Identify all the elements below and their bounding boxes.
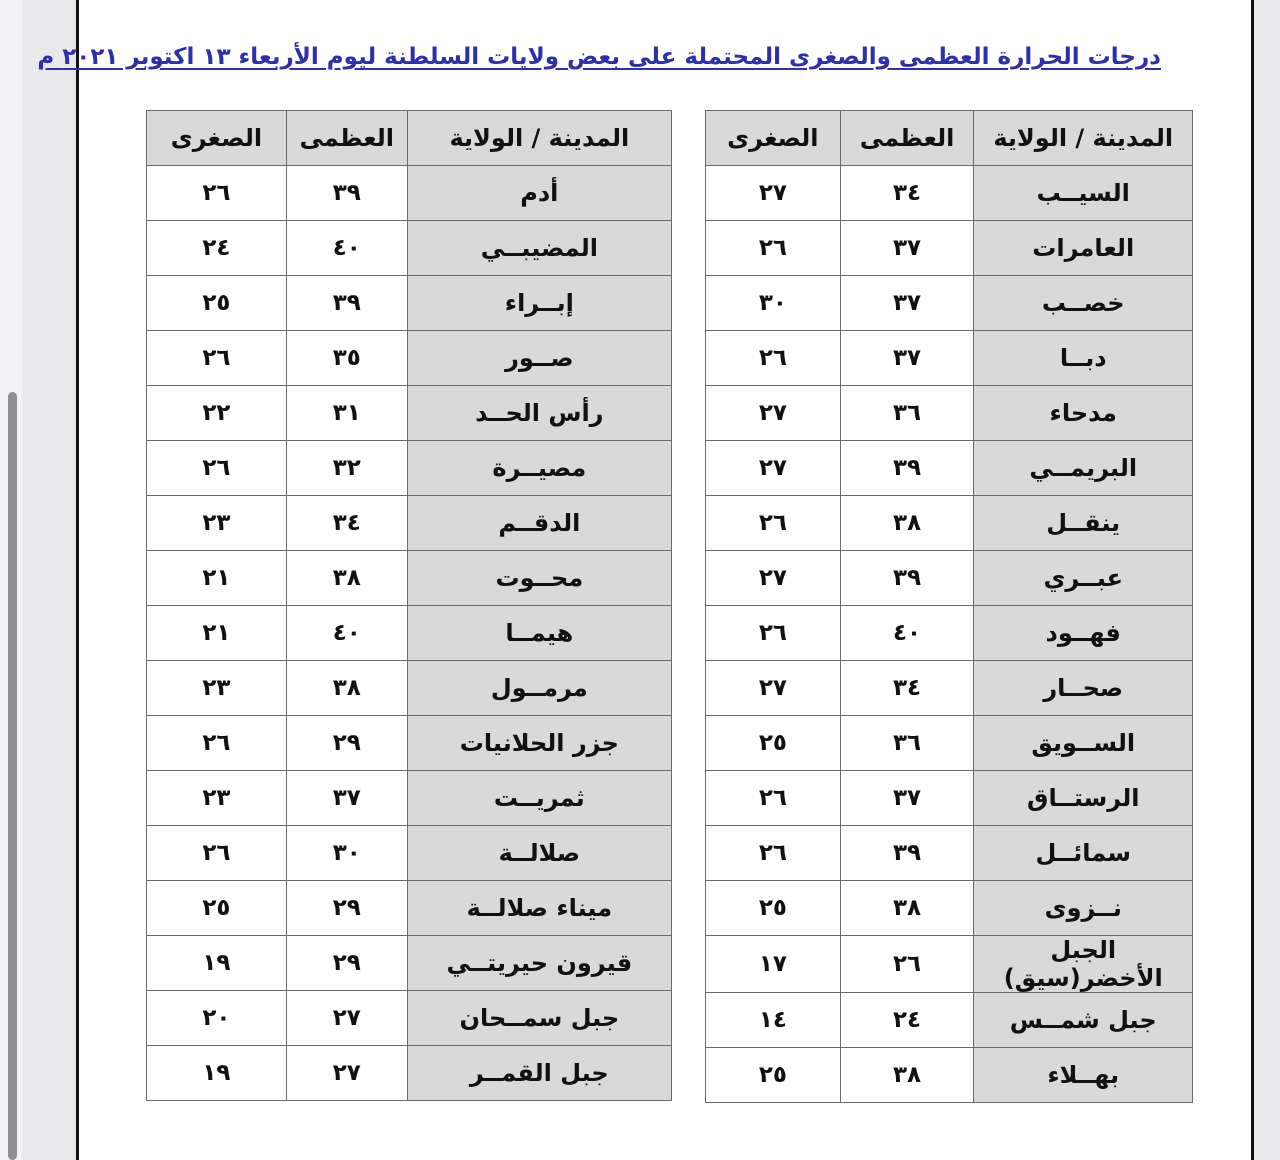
min-temp-cell: ٢٥ <box>706 1048 841 1103</box>
table-row <box>706 441 1193 496</box>
table-row <box>147 551 672 606</box>
max-temp-cell: ٢٧ <box>286 991 407 1046</box>
max-temp-cell: ٢٩ <box>286 936 407 991</box>
table-row <box>706 386 1193 441</box>
table-row <box>706 661 1193 716</box>
city-cell: الرستــاق <box>974 771 1193 826</box>
min-temp-cell: ٢٣ <box>147 771 287 826</box>
min-temp-cell: ٢٣ <box>147 496 287 551</box>
max-temp-cell: ٣٧ <box>840 331 974 386</box>
city-cell: المضيبــي <box>407 221 671 276</box>
max-temp-cell: ٣٧ <box>286 771 407 826</box>
min-temp-cell: ٢٧ <box>706 386 841 441</box>
city-cell: أدم <box>407 166 671 221</box>
max-temp-cell: ٢٩ <box>286 881 407 936</box>
max-temp-cell: ٣٢ <box>286 441 407 496</box>
max-temp-cell: ٢٩ <box>286 716 407 771</box>
table-row <box>706 936 1193 993</box>
table-header-row <box>147 111 672 166</box>
min-temp-cell: ٢٢ <box>147 386 287 441</box>
city-cell: هيمــا <box>407 606 671 661</box>
header-max: العظمى <box>286 111 407 166</box>
table-row <box>147 881 672 936</box>
min-temp-cell: ١٧ <box>706 936 841 993</box>
table-row <box>147 276 672 331</box>
city-cell: نــزوى <box>974 881 1193 936</box>
city-cell: مدحاء <box>974 386 1193 441</box>
min-temp-cell: ٢٦ <box>147 826 287 881</box>
header-min: الصغرى <box>147 111 287 166</box>
max-temp-cell: ٣٦ <box>840 386 974 441</box>
table-row <box>147 166 672 221</box>
city-cell: العامرات <box>974 221 1193 276</box>
city-cell: خصــب <box>974 276 1193 331</box>
min-temp-cell: ١٩ <box>147 1046 287 1101</box>
table-row <box>147 1046 672 1101</box>
table-row <box>147 716 672 771</box>
max-temp-cell: ٣٤ <box>286 496 407 551</box>
min-temp-cell: ٢٧ <box>706 441 841 496</box>
table-row <box>706 166 1193 221</box>
city-cell: صــور <box>407 331 671 386</box>
max-temp-cell: ٢٧ <box>286 1046 407 1101</box>
min-temp-cell: ٢٧ <box>706 166 841 221</box>
max-temp-cell: ٣٩ <box>286 276 407 331</box>
table-row <box>147 441 672 496</box>
table-row <box>706 881 1193 936</box>
max-temp-cell: ٣٤ <box>840 166 974 221</box>
max-temp-cell: ٣٩ <box>840 441 974 496</box>
table-header-row <box>706 111 1193 166</box>
scrollbar-thumb[interactable] <box>8 392 17 1160</box>
table-row <box>147 221 672 276</box>
document-title: درجات الحرارة العظمى والصغرى المحتملة على بعض ولايات السلطنة ليوم الأربعاء ١٣ اكتوبر ٢٠٢١ م <box>37 44 1161 70</box>
min-temp-cell: ٢٦ <box>706 606 841 661</box>
table-row <box>706 551 1193 606</box>
min-temp-cell: ٢٦ <box>147 716 287 771</box>
max-temp-cell: ٤٠ <box>286 221 407 276</box>
city-cell: رأس الحــد <box>407 386 671 441</box>
max-temp-cell: ٣٨ <box>286 551 407 606</box>
table-row <box>706 826 1193 881</box>
max-temp-cell: ٣٠ <box>286 826 407 881</box>
city-cell: إبــراء <box>407 276 671 331</box>
min-temp-cell: ٢٦ <box>147 441 287 496</box>
table-row <box>147 606 672 661</box>
table-row <box>706 221 1193 276</box>
temperature-table-left <box>146 110 672 1101</box>
max-temp-cell: ٣٧ <box>840 276 974 331</box>
max-temp-cell: ٣٨ <box>840 881 974 936</box>
max-temp-cell: ٤٠ <box>840 606 974 661</box>
city-cell: عبــري <box>974 551 1193 606</box>
city-cell: قيرون حيريتــي <box>407 936 671 991</box>
max-temp-cell: ٣٦ <box>840 716 974 771</box>
min-temp-cell: ٢٧ <box>706 661 841 716</box>
city-cell: مرمــول <box>407 661 671 716</box>
table-row <box>706 606 1193 661</box>
city-cell: مصيــرة <box>407 441 671 496</box>
city-cell: سمائــل <box>974 826 1193 881</box>
table-row <box>147 496 672 551</box>
min-temp-cell: ٢٧ <box>706 551 841 606</box>
city-cell: ميناء صلالــة <box>407 881 671 936</box>
header-min: الصغرى <box>706 111 841 166</box>
city-cell: فهــود <box>974 606 1193 661</box>
table-row <box>147 331 672 386</box>
min-temp-cell: ٢٠ <box>147 991 287 1046</box>
min-temp-cell: ٢٣ <box>147 661 287 716</box>
city-cell: صحــار <box>974 661 1193 716</box>
min-temp-cell: ١٤ <box>706 993 841 1048</box>
city-cell: جزر الحلانيات <box>407 716 671 771</box>
table-row <box>706 276 1193 331</box>
max-temp-cell: ٣٧ <box>840 221 974 276</box>
min-temp-cell: ٢٦ <box>706 826 841 881</box>
max-temp-cell: ٣٤ <box>840 661 974 716</box>
max-temp-cell: ٢٤ <box>840 993 974 1048</box>
max-temp-cell: ٣٧ <box>840 771 974 826</box>
min-temp-cell: ٢١ <box>147 551 287 606</box>
city-cell: صلالــة <box>407 826 671 881</box>
min-temp-cell: ٢٦ <box>706 221 841 276</box>
max-temp-cell: ٣٨ <box>840 496 974 551</box>
min-temp-cell: ٢٦ <box>147 331 287 386</box>
min-temp-cell: ٢٥ <box>147 881 287 936</box>
max-temp-cell: ٣٨ <box>286 661 407 716</box>
max-temp-cell: ٤٠ <box>286 606 407 661</box>
min-temp-cell: ٢٥ <box>706 716 841 771</box>
table-row <box>706 496 1193 551</box>
max-temp-cell: ٣٨ <box>840 1048 974 1103</box>
min-temp-cell: ١٩ <box>147 936 287 991</box>
city-cell: ثمريــت <box>407 771 671 826</box>
city-cell: بهــلاء <box>974 1048 1193 1103</box>
min-temp-cell: ٢٥ <box>706 881 841 936</box>
table-row <box>706 331 1193 386</box>
table-row <box>147 771 672 826</box>
min-temp-cell: ٢١ <box>147 606 287 661</box>
city-cell: ينقــل <box>974 496 1193 551</box>
city-cell: جبل القمــر <box>407 1046 671 1101</box>
min-temp-cell: ٢٦ <box>706 496 841 551</box>
table-row <box>147 991 672 1046</box>
table-row <box>147 661 672 716</box>
table-row <box>706 716 1193 771</box>
city-cell: دبــا <box>974 331 1193 386</box>
city-cell: محــوت <box>407 551 671 606</box>
max-temp-cell: ٣٩ <box>840 551 974 606</box>
max-temp-cell: ٣١ <box>286 386 407 441</box>
city-cell: الجبل الأخضر(سيق) <box>974 936 1193 993</box>
city-cell: السيــب <box>974 166 1193 221</box>
header-max: العظمى <box>840 111 974 166</box>
min-temp-cell: ٢٦ <box>706 771 841 826</box>
min-temp-cell: ٣٠ <box>706 276 841 331</box>
max-temp-cell: ٢٦ <box>840 936 974 993</box>
city-cell: الدقــم <box>407 496 671 551</box>
header-city: المدينة / الولاية <box>407 111 671 166</box>
header-city: المدينة / الولاية <box>974 111 1193 166</box>
max-temp-cell: ٣٩ <box>286 166 407 221</box>
table-row <box>147 936 672 991</box>
city-cell: جبل شمــس <box>974 993 1193 1048</box>
min-temp-cell: ٢٥ <box>147 276 287 331</box>
table-row <box>706 771 1193 826</box>
min-temp-cell: ٢٤ <box>147 221 287 276</box>
city-cell: جبل سمــحان <box>407 991 671 1046</box>
table-row <box>147 386 672 441</box>
city-cell: الســويق <box>974 716 1193 771</box>
temperature-table-right <box>705 110 1193 1103</box>
document-page <box>37 0 1254 1160</box>
table-row <box>706 993 1193 1048</box>
min-temp-cell: ٢٦ <box>147 166 287 221</box>
max-temp-cell: ٣٩ <box>840 826 974 881</box>
scrollbar-track[interactable] <box>0 0 22 1160</box>
table-row <box>147 826 672 881</box>
city-cell: البريمــي <box>974 441 1193 496</box>
min-temp-cell: ٢٦ <box>706 331 841 386</box>
max-temp-cell: ٣٥ <box>286 331 407 386</box>
table-row <box>706 1048 1193 1103</box>
